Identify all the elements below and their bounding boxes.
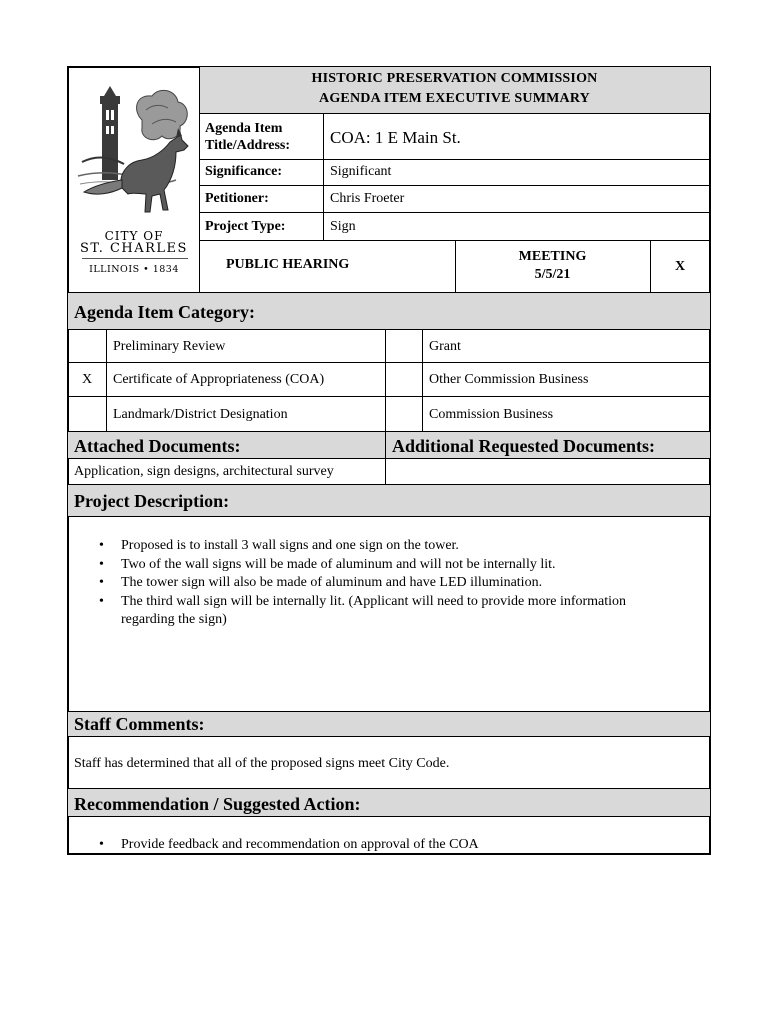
header-title-line1-text: HISTORIC PRESERVATION COMMISSION [311,71,598,86]
title-row-line [199,159,710,160]
header-title-line2-text: AGENDA ITEM EXECUTIVE SUMMARY [319,91,590,106]
meeting-left-divider [455,240,456,292]
documents-heading-bottom [68,458,710,459]
significance-row-line [199,185,710,186]
attached-documents-heading: Attached Documents: [74,436,241,456]
recommendation-heading: Recommendation / Suggested Action: [74,794,361,814]
category-left-mark-divider [106,329,107,431]
header-bottom-line [199,113,710,114]
list-item: • The tower sign will also be made of aluminum and have LED illumination. [74,574,674,593]
title-address-value: COA: 1 E Main St. [330,128,461,147]
category-right-label: Grant [429,339,461,354]
list-item: • Proposed is to install 3 wall signs and one sign on the tower. [74,537,674,556]
logo-column-divider [199,67,200,292]
staff-comments-heading: Staff Comments: [74,714,205,734]
city-logo [72,80,196,220]
recommendation-heading-bottom [68,816,710,817]
public-hearing-label: PUBLIC HEARING [226,257,350,272]
title-address-label: Agenda Item Title/Address: [205,121,291,153]
category-left-label: Preliminary Review [113,339,226,354]
category-right-mark-divider [422,329,423,431]
logo-city-line1: CITY OF [104,229,164,243]
fox-and-tower-icon [72,80,196,220]
header-title-line2 [199,91,710,107]
list-item: • Provide feedback and recommendation on approval of the COA [74,836,674,855]
project-description-heading: Project Description: [74,491,230,511]
petitioner-value: Chris Froeter [330,191,405,206]
significance-label: Significance: [205,164,282,179]
logo-state-line: ILLINOIS • 1834 [89,264,179,275]
significance-value: Significant [330,164,392,179]
category-row2-line [68,396,710,397]
additional-documents-heading: Additional Requested Documents: [392,436,656,456]
list-item: • Two of the wall signs will be made of aluminum and will not be internally lit. [74,556,674,575]
category-row1-line [68,362,710,363]
staff-comments-text: Staff has determined that all of the proposed signs meet City Code. [74,756,450,771]
logo-city-line2: ST. CHARLES [80,241,188,256]
petitioner-row-line [199,212,710,213]
recommendation-list [74,836,674,855]
category-left-label: Certificate of Appropriateness (COA) [113,372,325,387]
meeting-date: 5/5/21 [534,267,571,282]
category-right-label: Commission Business [429,407,554,422]
list-item: • The third wall sign will be internally lit. (Applicant will need to provide more information regarding the sign) [74,593,674,630]
project-type-label: Project Type: [205,219,286,234]
header-title-line1 [199,71,710,87]
attached-documents-value: Application, sign designs, architectural survey [74,464,334,479]
project-heading-bottom [68,516,710,517]
project-description-list [74,537,674,630]
category-right-label: Other Commission Business [429,372,589,387]
petitioner-label: Petitioner: [205,191,269,206]
staff-heading-bottom [68,736,710,737]
meeting-label: MEETING [518,249,587,264]
project-type-value: Sign [330,219,356,234]
category-heading: Agenda Item Category: [74,302,255,322]
category-left-mark: X [81,372,93,387]
category-left-label: Landmark/District Designation [113,407,288,422]
label-value-divider [323,113,324,240]
category-heading-bottom [68,329,710,330]
logo-divider [82,258,188,259]
meeting-mark: X [674,259,686,274]
